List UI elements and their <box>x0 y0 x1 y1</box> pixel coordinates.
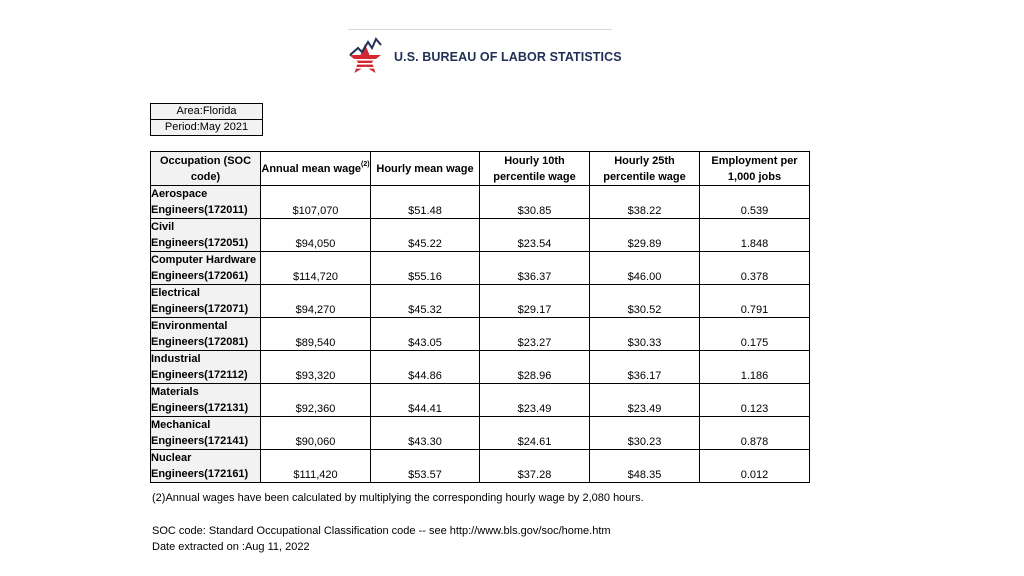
occupation-cell: Nuclear Engineers(172161) <box>151 450 261 483</box>
employment-cell: 0.175 <box>700 318 810 351</box>
occupation-cell: Civil Engineers(172051) <box>151 219 261 252</box>
table-row <box>151 351 810 384</box>
hourly-mean-cell: $44.41 <box>371 384 480 417</box>
hourly-mean-cell: $53.57 <box>371 450 480 483</box>
table-row <box>151 417 810 450</box>
hourly-25th-cell: $29.89 <box>590 219 700 252</box>
header-divider <box>348 29 612 30</box>
table-row <box>151 384 810 417</box>
hourly-25th-cell: $30.52 <box>590 285 700 318</box>
footnote-ref: (2) <box>361 160 370 168</box>
hourly-10th-cell: $37.28 <box>480 450 590 483</box>
annual-mean-cell: $107,070 <box>261 186 371 219</box>
hourly-10th-cell: $36.37 <box>480 252 590 285</box>
hourly-25th-cell: $30.33 <box>590 318 700 351</box>
wage-table <box>150 151 810 483</box>
occupation-cell: Environmental Engineers(172081) <box>151 318 261 351</box>
table-row <box>151 318 810 351</box>
annual-mean-cell: $94,050 <box>261 219 371 252</box>
employment-cell: 0.123 <box>700 384 810 417</box>
hourly-25th-cell: $48.35 <box>590 450 700 483</box>
occupation-cell: Electrical Engineers(172071) <box>151 285 261 318</box>
table-row <box>151 186 810 219</box>
occupation-cell: Aerospace Engineers(172011) <box>151 186 261 219</box>
occupation-cell: Mechanical Engineers(172141) <box>151 417 261 450</box>
hourly-10th-cell: $23.27 <box>480 318 590 351</box>
employment-cell: 0.378 <box>700 252 810 285</box>
soc-footnote: SOC code: Standard Occupational Classification code -- see http://www.bls.gov/soc/home.htm <box>152 525 611 537</box>
area-period-box <box>150 103 263 136</box>
hourly-10th-cell: $23.49 <box>480 384 590 417</box>
employment-cell: 0.791 <box>700 285 810 318</box>
hourly-25th-cell: $36.17 <box>590 351 700 384</box>
occupation-cell: Industrial Engineers(172112) <box>151 351 261 384</box>
occupation-cell: Computer Hardware Engineers(172061) <box>151 252 261 285</box>
occupation-cell: Materials Engineers(172131) <box>151 384 261 417</box>
hourly-25th-cell: $46.00 <box>590 252 700 285</box>
org-name: U.S. BUREAU OF LABOR STATISTICS <box>394 50 622 64</box>
annual-mean-cell: $94,270 <box>261 285 371 318</box>
employment-cell: 0.539 <box>700 186 810 219</box>
annual-mean-cell: $111,420 <box>261 450 371 483</box>
hourly-25th-cell: $30.23 <box>590 417 700 450</box>
period-label: Period:May 2021 <box>151 119 262 135</box>
col-header-occupation: Occupation (SOC code) <box>151 152 261 186</box>
annual-mean-cell: $114,720 <box>261 252 371 285</box>
col-header-hourly-10th: Hourly 10th percentile wage <box>480 152 590 186</box>
table-row <box>151 219 810 252</box>
annual-mean-cell: $93,320 <box>261 351 371 384</box>
wage-footnote: (2)Annual wages have been calculated by multiplying the corresponding hourly wage by 2,080 hours. <box>152 492 644 504</box>
hourly-mean-cell: $45.32 <box>371 285 480 318</box>
bls-star-icon <box>346 36 392 82</box>
col-header-hourly-mean: Hourly mean wage <box>371 152 480 186</box>
col-header-employment: Employment per 1,000 jobs <box>700 152 810 186</box>
employment-cell: 1.186 <box>700 351 810 384</box>
hourly-10th-cell: $24.61 <box>480 417 590 450</box>
hourly-10th-cell: $23.54 <box>480 219 590 252</box>
table-header-row <box>151 152 810 186</box>
annual-mean-cell: $92,360 <box>261 384 371 417</box>
hourly-10th-cell: $29.17 <box>480 285 590 318</box>
table-row <box>151 450 810 483</box>
hourly-mean-cell: $45.22 <box>371 219 480 252</box>
area-label: Area:Florida <box>151 104 262 119</box>
hourly-25th-cell: $23.49 <box>590 384 700 417</box>
col-header-hourly-25th: Hourly 25th percentile wage <box>590 152 700 186</box>
date-extracted: Date extracted on :Aug 11, 2022 <box>152 541 310 553</box>
hourly-mean-cell: $51.48 <box>371 186 480 219</box>
col-header-annual-mean-label: Annual mean wage <box>261 162 362 175</box>
annual-mean-cell: $89,540 <box>261 318 371 351</box>
table-row <box>151 252 810 285</box>
table-row <box>151 285 810 318</box>
hourly-10th-cell: $28.96 <box>480 351 590 384</box>
hourly-25th-cell: $38.22 <box>590 186 700 219</box>
bls-logo <box>346 36 622 82</box>
hourly-mean-cell: $43.05 <box>371 318 480 351</box>
employment-cell: 0.878 <box>700 417 810 450</box>
hourly-mean-cell: $43.30 <box>371 417 480 450</box>
hourly-mean-cell: $44.86 <box>371 351 480 384</box>
employment-cell: 0.012 <box>700 450 810 483</box>
col-header-annual-mean <box>261 152 371 186</box>
hourly-mean-cell: $55.16 <box>371 252 480 285</box>
annual-mean-cell: $90,060 <box>261 417 371 450</box>
hourly-10th-cell: $30.85 <box>480 186 590 219</box>
employment-cell: 1.848 <box>700 219 810 252</box>
